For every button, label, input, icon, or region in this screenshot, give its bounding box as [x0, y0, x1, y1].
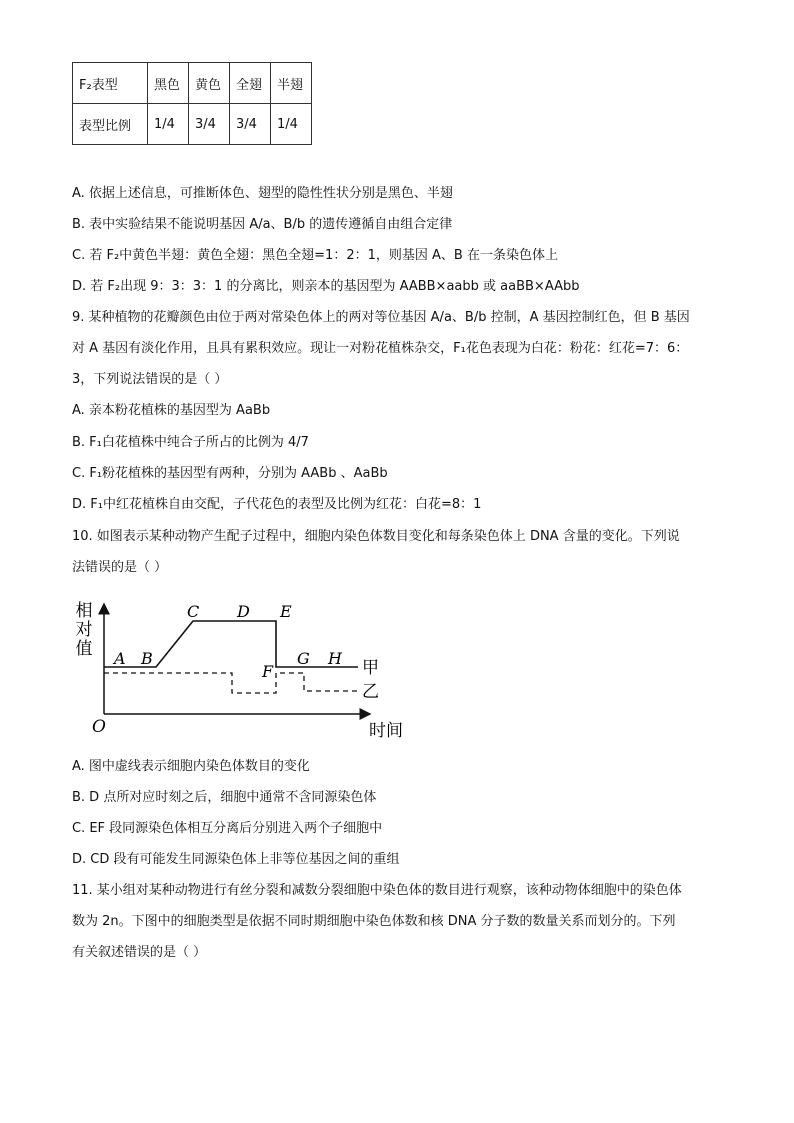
- q9-option-b: B. F₁白花植株中纯合子所占的比例为 4/7: [72, 435, 309, 450]
- q11-stem-line-3: 有关叙述错误的是（ ）: [72, 945, 207, 960]
- table-cell: 半翅: [271, 63, 312, 104]
- q10-option-d: D. CD 段有可能发生同源染色体上非等位基因之间的重组: [72, 852, 400, 867]
- q8-option-d: D. 若 F₂出现 9：3：3：1 的分离比，则亲本的基因型为 AABB×aabb 或 aaBB×AAbb: [72, 279, 580, 294]
- f2-phenotype-table: [72, 62, 312, 145]
- table-row: [73, 104, 312, 145]
- point-f-label: F: [262, 662, 274, 681]
- table-cell: 3/4: [189, 104, 230, 145]
- q10-stem-line-2: 法错误的是（ ）: [72, 560, 168, 575]
- q9-stem-line-3: 3，下列说法错误的是（ ）: [72, 372, 228, 387]
- point-d-label: D: [237, 602, 250, 621]
- q11-stem-line-2: 数为 2n。下图中的细胞类型是依据不同时期细胞中染色体数和核 DNA 分子数的数量关系而划分的。下列: [72, 914, 676, 929]
- table-cell: 1/4: [271, 104, 312, 145]
- y-axis-label-char: 对: [75, 620, 93, 640]
- x-axis-label: 时间: [369, 721, 403, 741]
- q8-option-c: C. 若 F₂中黄色半翅：黄色全翅：黑色全翅=1：2：1，则基因 A、B 在一条染色体上: [72, 248, 558, 263]
- y-axis-label-char: 相: [75, 601, 93, 621]
- dashed-line-yi: [104, 673, 358, 693]
- point-a-label: A: [114, 649, 126, 668]
- q10-option-a: A. 图中虚线表示细胞内染色体数目的变化: [72, 759, 310, 774]
- point-b-label: B: [141, 649, 153, 668]
- point-e-label: E: [280, 602, 292, 621]
- table-cell: 表型比例: [73, 104, 148, 145]
- q9-stem-line-1: 9. 某种植物的花瓣颜色由位于两对常染色体上的两对等位基因 A/a、B/b 控制，A 基因控制红色，但 B 基因: [72, 310, 690, 325]
- q9-option-a: A. 亲本粉花植株的基因型为 AaBb: [72, 403, 271, 418]
- table-header-row: [73, 63, 312, 104]
- table-cell: 黑色: [148, 63, 189, 104]
- q9-option-d: D. F₁中红花植株自由交配，子代花色的表型及比例为红花：白花=8：1: [72, 497, 482, 512]
- q11-stem-line-1: 11. 某小组对某种动物进行有丝分裂和减数分裂细胞中染色体的数目进行观察，该种动物体细胞中的染色体: [72, 883, 682, 898]
- y-axis-label: [76, 601, 93, 659]
- point-h-label: H: [328, 649, 342, 668]
- q10-stem-line-1: 10. 如图表示某种动物产生配子过程中，细胞内染色体数目变化和每条染色体上 DNA 含量的变化。下列说: [72, 529, 680, 544]
- origin-label: O: [92, 717, 106, 737]
- chromosome-dna-figure: [70, 596, 410, 744]
- table-cell: 1/4: [148, 104, 189, 145]
- point-g-label: G: [297, 649, 310, 668]
- q9-option-c: C. F₁粉花植株的基因型有两种，分别为 AABb 、AaBb: [72, 466, 388, 481]
- q10-option-c: C. EF 段同源染色体相互分离后分别进入两个子细胞中: [72, 821, 383, 836]
- q8-option-a: A. 依据上述信息，可推断体色、翅型的隐性性状分别是黑色、半翅: [72, 186, 453, 201]
- point-c-label: C: [187, 602, 200, 621]
- table-cell: 黄色: [189, 63, 230, 104]
- q9-stem-line-2: 对 A 基因有淡化作用，且具有累积效应。现让一对粉花植株杂交，F₁花色表现为白花：粉花：红花=7：6：: [72, 341, 689, 356]
- table-cell: 3/4: [230, 104, 271, 145]
- q10-option-b: B. D 点所对应时刻之后，细胞中通常不含同源染色体: [72, 790, 377, 805]
- q8-option-b: B. 表中实验结果不能说明基因 A/a、B/b 的遗传遵循自由组合定律: [72, 217, 453, 232]
- series-jia-label: 甲: [362, 658, 379, 678]
- table-cell: 全翅: [230, 63, 271, 104]
- y-axis-label-char: 值: [75, 639, 93, 659]
- table-cell: F₂表型: [73, 63, 148, 104]
- series-yi-label: 乙: [362, 682, 379, 702]
